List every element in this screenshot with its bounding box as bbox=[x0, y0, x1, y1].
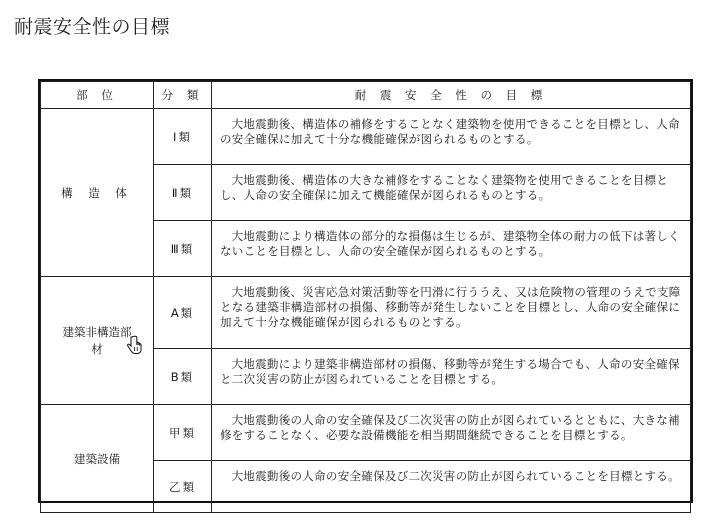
class-cell: B類 bbox=[154, 349, 212, 405]
goal-text: 大地震動後、構造体の補修をすることなく建築物を使用できることを目標とし、人命の安全確保に加えて十分な機能確保が図られるものとする。 bbox=[220, 117, 680, 146]
goal-cell bbox=[212, 461, 691, 513]
goal-cell bbox=[212, 165, 691, 221]
header-position: 部 位 bbox=[41, 82, 154, 109]
table-row bbox=[41, 405, 691, 461]
position-equipment: 建築設備 bbox=[41, 405, 154, 513]
class-cell: 甲類 bbox=[154, 405, 212, 461]
seismic-goals-table bbox=[38, 79, 693, 503]
class-cell: A類 bbox=[154, 277, 212, 349]
goal-text: 大地震動により構造体の部分的な損傷は生じるが、建築物全体の耐力の低下は著しくないことを目標とし、人命の安全確保が図られるものとする。 bbox=[220, 229, 680, 258]
class-cell: Ⅰ類 bbox=[154, 109, 212, 165]
goal-cell bbox=[212, 109, 691, 165]
goal-text: 大地震動により建築非構造部材の損傷、移動等が発生する場合でも、人命の安全確保と二次災害の防止が図られていることを目標とする。 bbox=[220, 357, 680, 386]
goal-text: 大地震動後、災害応急対策活動等を円滑に行ううえ、又は危険物の管理のうえで支障となる建築非構造部材の損傷、移動等が発生しないことを目標とし、人命の安全確保に加えて十分な機能確保が図られるものとする。 bbox=[220, 285, 681, 329]
goal-text: 大地震動後の人命の安全確保及び二次災害の防止が図られているとともに、大きな補修をすることなく、必要な設備機能を相当期間継続できることを目標とする。 bbox=[220, 413, 680, 442]
position-structure: 構 造 体 bbox=[41, 109, 154, 277]
class-cell: 乙類 bbox=[154, 461, 212, 513]
class-cell: Ⅱ類 bbox=[154, 165, 212, 221]
goal-cell bbox=[212, 221, 691, 277]
header-row bbox=[41, 82, 691, 109]
goal-cell bbox=[212, 277, 691, 349]
page-title: 耐震安全性の目標 bbox=[14, 16, 171, 38]
header-classification: 分 類 bbox=[154, 82, 212, 109]
class-cell: Ⅲ類 bbox=[154, 221, 212, 277]
goal-cell bbox=[212, 405, 691, 461]
goal-text: 大地震動後、構造体の大きな補修をすることなく建築物を使用できることを目標とし、人命の安全確保に加えて機能確保が図られるものとする。 bbox=[220, 173, 669, 202]
header-goal: 耐 震 安 全 性 の 目 標 bbox=[212, 82, 691, 109]
hand-pointer-icon bbox=[125, 335, 143, 355]
goal-cell bbox=[212, 349, 691, 405]
table-row bbox=[41, 109, 691, 165]
position-nonstructural-label: 建築非構造部材 bbox=[62, 324, 132, 356]
goal-text: 大地震動後の人命の安全確保及び二次災害の防止が図られていることを目標とする。 bbox=[231, 469, 680, 483]
